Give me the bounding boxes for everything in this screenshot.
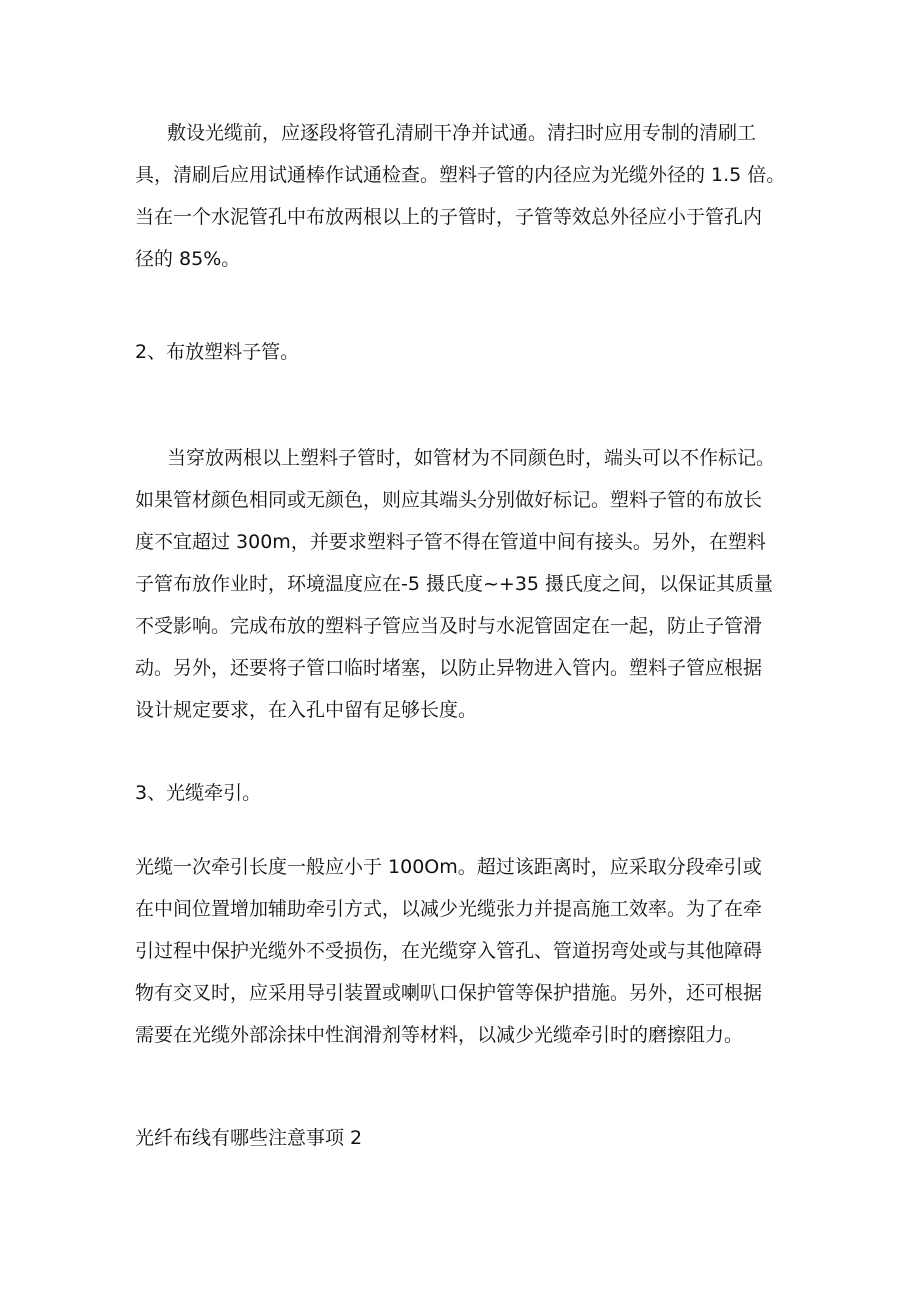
paragraph-line: 具，清刷后应用试通棒作试通检查。塑料子管的内径应为光缆外径的 1.5 倍。 bbox=[135, 164, 786, 186]
section-heading-4 bbox=[135, 1117, 795, 1159]
paragraph-cleaning bbox=[135, 112, 795, 280]
paragraph-line: 子管布放作业时，环境温度应在-5 摄氏度~+35 摄氏度之间，以保证其质量 bbox=[135, 573, 774, 595]
paragraph-line: 径的 85%。 bbox=[135, 248, 241, 270]
heading-text: 3、光缆牵引。 bbox=[135, 782, 262, 804]
paragraph-line: 物有交叉时，应采用导引装置或喇叭口保护管等保护措施。另外，还可根据 bbox=[135, 982, 763, 1004]
paragraph-line: 动。另外，还要将子管口临时堵塞，以防止异物进入管内。塑料子管应根据 bbox=[135, 657, 763, 679]
section-heading-2 bbox=[135, 331, 795, 373]
section-heading-3 bbox=[135, 772, 795, 814]
heading-text: 2、布放塑料子管。 bbox=[135, 341, 300, 363]
paragraph-line: 度不宜超过 300m，并要求塑料子管不得在管道中间有接头。另外，在塑料 bbox=[135, 531, 766, 553]
paragraph-line: 当在一个水泥管孔中布放两根以上的子管时，子管等效总外径应小于管孔内 bbox=[135, 206, 763, 228]
paragraph-pulling bbox=[135, 846, 795, 1056]
paragraph-line: 在中间位置增加辅助牵引方式，以减少光缆张力并提高施工效率。为了在牵 bbox=[135, 898, 763, 920]
paragraph-line: 敷设光缆前，应逐段将管孔清刷干净并试通。清扫时应用专制的清刷工 bbox=[167, 122, 757, 144]
paragraph-line: 引过程中保护光缆外不受损伤，在光缆穿入管孔、管道拐弯处或与其他障碍 bbox=[135, 940, 763, 962]
paragraph-line: 设计规定要求，在入孔中留有足够长度。 bbox=[135, 699, 478, 721]
paragraph-line: 当穿放两根以上塑料子管时，如管材为不同颜色时，端头可以不作标记。 bbox=[167, 447, 776, 469]
paragraph-subduct bbox=[135, 437, 795, 731]
paragraph-line: 不受影响。完成布放的塑料子管应当及时与水泥管固定在一起，防止子管滑 bbox=[135, 615, 763, 637]
paragraph-line: 光缆一次牵引长度一般应小于 100Om。超过该距离时，应采取分段牵引或 bbox=[135, 856, 762, 878]
paragraph-line: 需要在光缆外部涂抹中性润滑剂等材料，以减少光缆牵引时的磨擦阻力。 bbox=[135, 1024, 744, 1046]
heading-text: 光纤布线有哪些注意事项 2 bbox=[135, 1127, 363, 1149]
paragraph-line: 如果管材颜色相同或无颜色，则应其端头分别做好标记。塑料子管的布放长 bbox=[135, 489, 763, 511]
